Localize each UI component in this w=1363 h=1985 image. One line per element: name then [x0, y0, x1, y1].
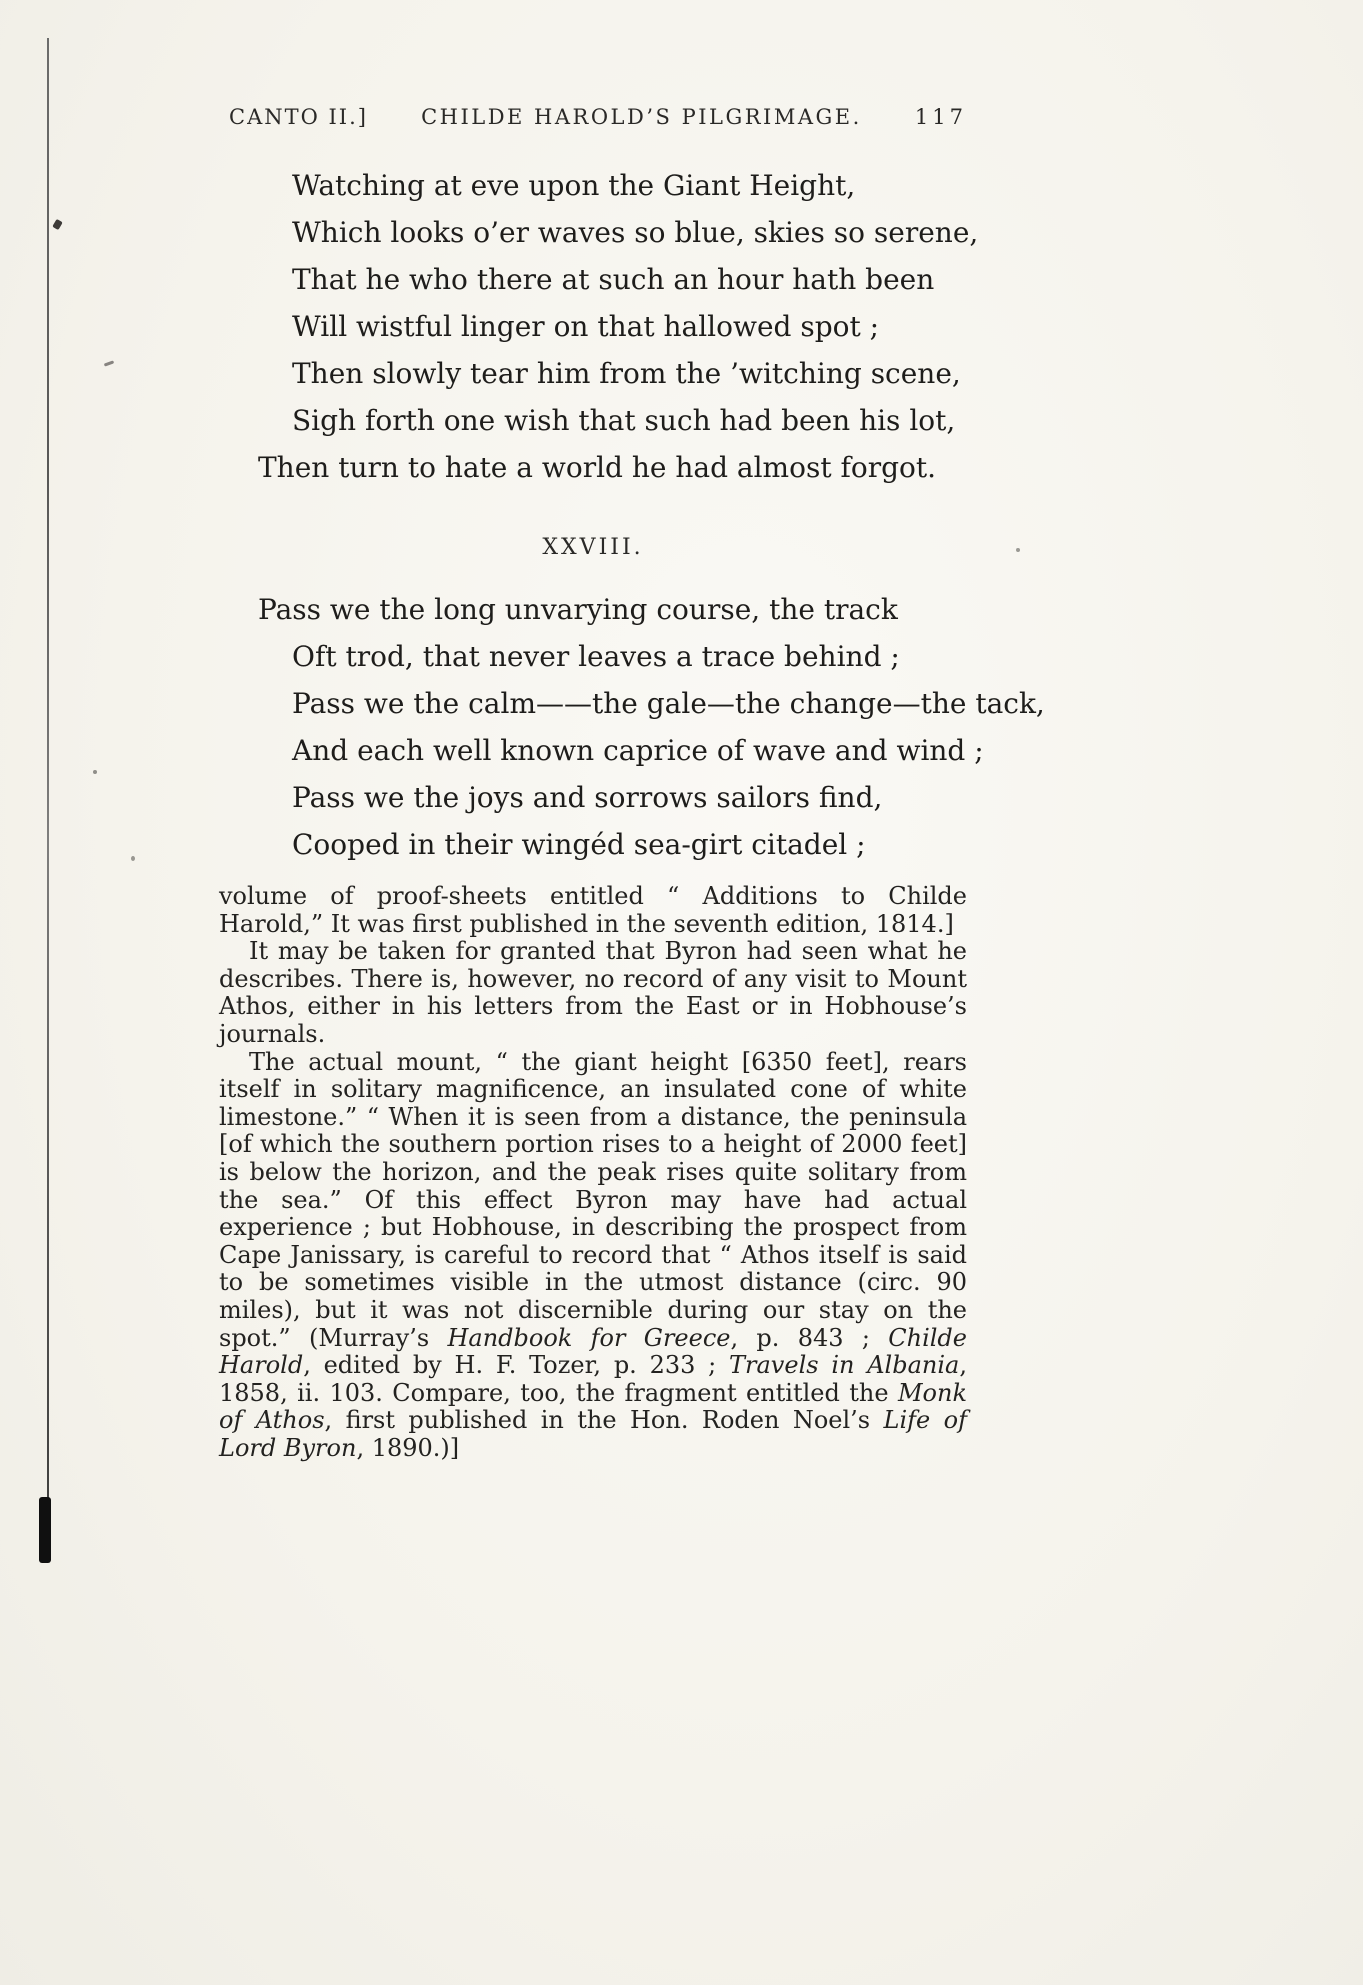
footnote-paragraph-2: It may be taken for granted that Byron had seen what he describes. There is, however, no record of any visit to Mount Athos, either in his letters from the East or in Hobhouse’s journals.	[219, 937, 967, 1048]
footnote-text: , p. 843 ;	[730, 1323, 889, 1352]
poem-line: Then slowly tear him from the ’witching scene,	[292, 357, 961, 390]
footnote-text: , 1890.)]	[356, 1433, 460, 1462]
poem-line: Which looks o’er waves so blue, skies so serene,	[292, 216, 979, 249]
footnote-paragraph-1: volume of proof-sheets entitled “ Additions to Childe Harold,” It was first published in the seventh edition, 1814.]	[219, 882, 967, 938]
binding-ink-bar	[39, 1497, 51, 1563]
scan-speck	[52, 219, 63, 230]
binding-edge-line	[47, 38, 49, 1498]
stanza-heading: XXVIII.	[542, 535, 644, 560]
poem-line: Pass we the calm——the gale—the change—the tack,	[292, 687, 1045, 720]
footnote-text: , first published in the Hon. Roden Noel’s	[324, 1406, 884, 1435]
running-head	[215, 105, 971, 129]
footnote-paragraph-3	[219, 1049, 967, 1463]
poem-line: Cooped in their wingéd sea-girt citadel ;	[292, 828, 866, 861]
scan-speck	[1016, 548, 1020, 552]
footnote-italic-title: Childe Harold	[219, 1323, 967, 1380]
poem-line: Will wistful linger on that hallowed spot ;	[292, 310, 880, 343]
footnote-italic-title: Life of Lord Byron	[219, 1406, 967, 1462]
poem-line: Then turn to hate a world he had almost forgot.	[258, 451, 937, 484]
canto-label: CANTO II.]	[229, 105, 368, 129]
poem-line: And each well known caprice of wave and wind ;	[292, 734, 984, 767]
footnote-text: , 1858, ii. 103. Compare, too, the fragment entitled the	[219, 1351, 967, 1407]
stanza-xxvii	[215, 162, 979, 491]
scan-speck	[93, 770, 97, 774]
poem-line: Pass we the joys and sorrows sailors find,	[292, 781, 883, 814]
page-number: 117	[914, 105, 967, 129]
poem-line: Sigh forth one wish that such had been his lot,	[292, 404, 956, 437]
footnote-text: The actual mount, “ the giant height [6350 feet], rears itself in solitary magnificence, an insulated cone of white limestone.” “ When it is seen from a distance, the peninsula [of which the southern portion rises to a height of 2000 feet] is below the horizon, and the peak rises quite solitary from the sea.” Of this effect Byron may have had actual experience ; but Hobhouse, in describing the prospect from Cape Janissary, is careful to record that “ Athos itself is said to be sometimes visible in the utmost distance (circ. 90 miles), but it was not discernible during our stay on the spot.” (Murray’s	[219, 1047, 967, 1352]
footnote-italic-title: Monk of Athos	[219, 1378, 967, 1435]
stanza-xxviii	[215, 586, 1045, 868]
page-content	[215, 105, 1045, 1462]
footnote-italic-title: Handbook for Greece	[447, 1323, 731, 1352]
scan-speck	[104, 360, 114, 366]
poem-line: Watching at eve upon the Giant Height,	[292, 169, 856, 202]
book-title: CHILDE HAROLD’S PILGRIMAGE.	[421, 105, 862, 129]
poem-line: Oft trod, that never leaves a trace behind ;	[292, 640, 900, 673]
footnote-text: , edited by H. F. Tozer, p. 233 ;	[303, 1351, 730, 1380]
poem-line: Pass we the long unvarying course, the track	[258, 593, 898, 626]
footnote-block	[215, 883, 967, 1462]
scan-speck	[131, 856, 135, 861]
footnote-italic-title: Travels in Albania	[729, 1351, 960, 1380]
poem-line: That he who there at such an hour hath been	[292, 263, 935, 296]
